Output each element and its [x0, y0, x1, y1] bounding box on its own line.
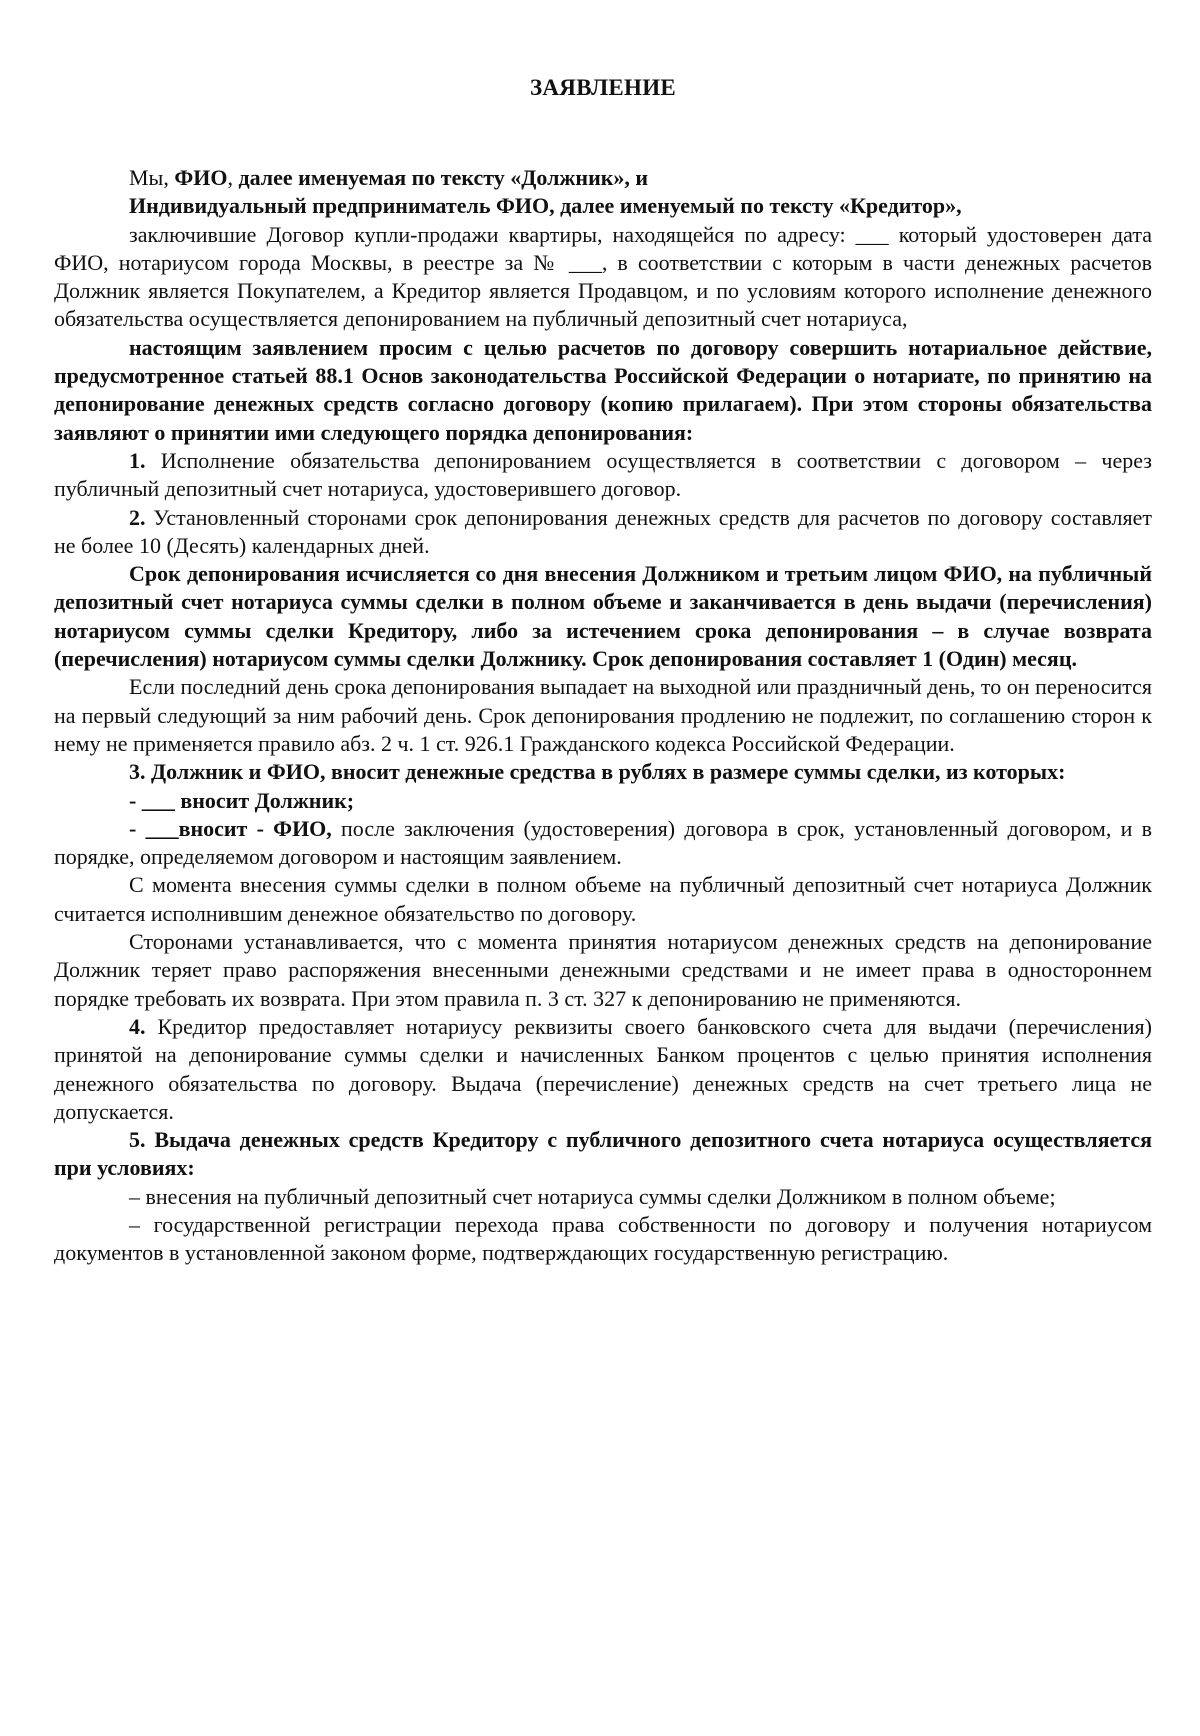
- parties-intro: Мы,: [129, 165, 175, 190]
- request-paragraph: настоящим заявлением просим с целью расчетов по договору совершить нотариальное действие, предусмотренное статьей 88.1 Основ законодательства Российской Федерации о нотариате, по принятию на депонирование денежных средств согласно договору (копию прилагаем). При этом стороны обязательства заявляют о принятии ими следующего порядка депонирования:: [54, 334, 1152, 445]
- clause-2-number: 2.: [129, 504, 146, 530]
- document-title: ЗАЯВЛЕНИЕ: [529, 75, 677, 100]
- contribution-third-party-bold: - ___вносит - ФИО,: [129, 815, 332, 841]
- clause-1-number: 1.: [129, 447, 146, 473]
- deposit-term-paragraph: Срок депонирования исчисляется со дня внесения Должником и третьим лицом ФИО, на публичный депозитный счет нотариуса суммы сделки в полном объеме и заканчивается в день выдачи (перечисления) нотариусом суммы сделки Кредитору, либо за истечением срока депонирования – в случае возврата (перечисления) нотариусом суммы сделки Должнику. Срок депонирования составляет 1 (Один) месяц.: [54, 561, 1152, 672]
- clause-4: [54, 1013, 1152, 1126]
- clause-3: 3. Должник и ФИО, вносит денежные средства в рублях в размере суммы сделки, из которых:: [129, 759, 1066, 785]
- comma: ,: [227, 165, 239, 190]
- holiday-paragraph: Если последний день срока депонирования выпадает на выходной или праздничный день, то он переносится на первый следующий за ним рабочий день. Срок депонирования продлению не подлежит, по соглашению сторон к нему не применяется правило абз. 2 ч. 1 ст. 926.1 Гражданского кодекса Российской Федерации.: [54, 674, 1152, 756]
- clause-4-number: 4.: [129, 1013, 146, 1039]
- fulfilment-paragraph: С момента внесения суммы сделки в полном объеме на публичный депозитный счет нотариуса Должник считается исполнившим денежное обязательство по договору.: [54, 872, 1152, 926]
- parties-creditor: Индивидуальный предприниматель ФИО, далее именуемый по тексту «Кредитор»,: [129, 193, 962, 219]
- contract-paragraph: заключившие Договор купли-продажи квартиры, находящейся по адресу: ___ который удостоверен дата ФИО, нотариусом города Москвы, в реестре за № ___, в соответствии с которым в части денежных расчетов Должник является Покупателем, а Кредитор является Продавцом, и по условиям которого исполнение денежного обязательства осуществляется депонированием на публичный депозитный счет нотариуса,: [54, 221, 1152, 332]
- condition-2: – государственной регистрации перехода права собственности по договору и получения нотариусом документов в установленной законом форме, подтверждающих государственную регистрацию.: [54, 1211, 1152, 1266]
- clause-1-text: Исполнение обязательства депонированием осуществляется в соответствии с договором – через публичный депозитный счет нотариуса, удостоверившего договор.: [54, 447, 1152, 502]
- condition-1: – внесения на публичный депозитный счет нотариуса суммы сделки Должником в полном объеме;: [129, 1183, 1056, 1209]
- debtor-alias: далее именуемая по тексту «Должник», и: [238, 165, 649, 190]
- contribution-debtor: - ___ вносит Должник;: [129, 787, 355, 813]
- clause-5: 5. Выдача денежных средств Кредитору с публичного депозитного счета нотариуса осуществляется при условиях:: [54, 1127, 1152, 1181]
- clause-1: [54, 447, 1152, 504]
- clause-4-text: Кредитор предоставляет нотариусу реквизиты своего банковского счета для выдачи (перечисления) принятой на депонирование суммы сделки и начисленных Банком процентов с целью принятия исполнения денежного обязательства по договору. Выдача (перечисление) денежных средств на счет третьего лица не допускается.: [54, 1013, 1152, 1124]
- disposal-rights-paragraph: Сторонами устанавливается, что с момента принятия нотариусом денежных средств на депонирование Должник теряет право распоряжения внесенными денежными средствами и не имеет права в одностороннем порядке требовать их возврата. При этом правила п. 3 ст. 327 к депонированию не применяются.: [54, 929, 1152, 1011]
- contribution-third-party: [54, 815, 1152, 872]
- clause-2: [54, 504, 1152, 561]
- clause-2-text: Установленный сторонами срок депонирования денежных средств для расчетов по договору составляет не более 10 (Десять) календарных дней.: [54, 504, 1152, 558]
- parties-debtor: [54, 164, 1152, 192]
- debtor-name: ФИО: [174, 165, 228, 190]
- contribution-third-party-text: после заключения (удостоверения) договора в срок, установленный договором, и в порядке, определяемом договором и настоящим заявлением.: [54, 815, 1152, 870]
